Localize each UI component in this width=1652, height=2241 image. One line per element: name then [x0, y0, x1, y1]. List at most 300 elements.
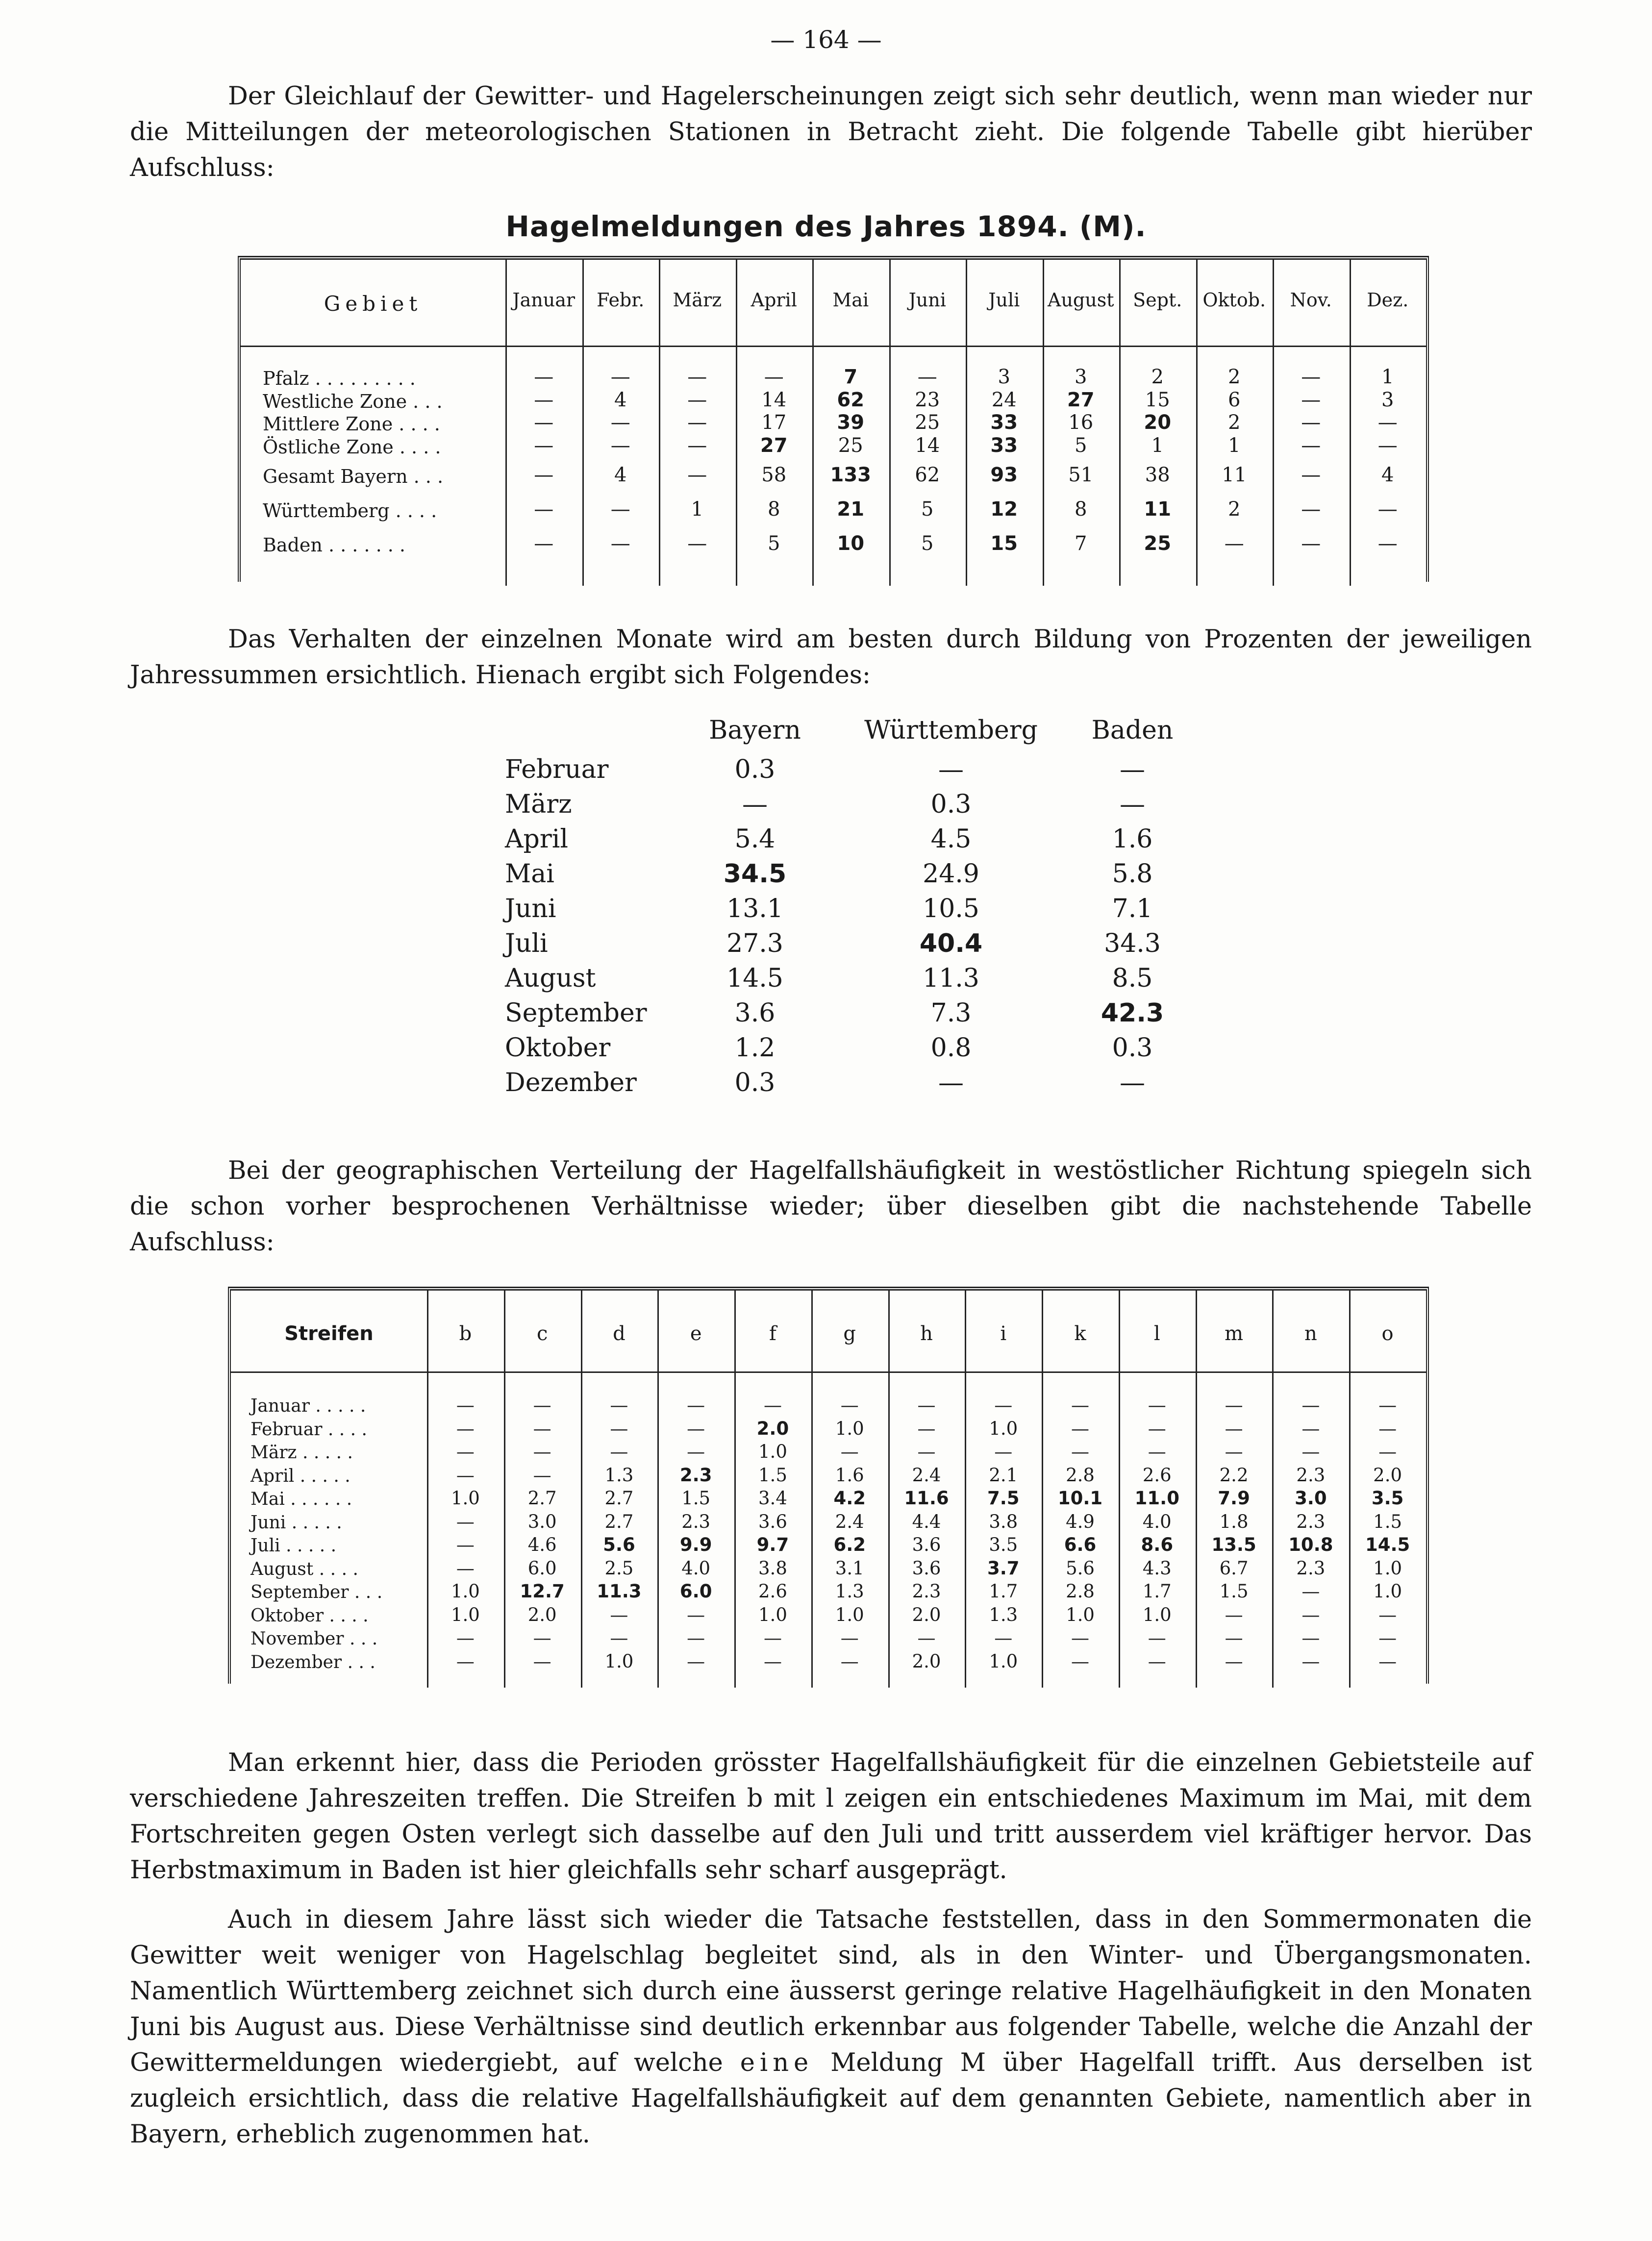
table1-cell: 14	[761, 389, 787, 411]
table2-cell: 2.3	[1296, 1464, 1326, 1486]
table2-cell: —	[994, 1441, 1013, 1462]
table2-cell: —	[1302, 1394, 1320, 1416]
table2-column-header: m	[1225, 1322, 1244, 1345]
table2-cell: —	[456, 1441, 475, 1462]
table1-cell: —	[534, 366, 554, 388]
table2-cell: —	[1378, 1441, 1397, 1462]
pct-value: 1.2	[734, 1033, 776, 1063]
table2-cell: —	[763, 1627, 782, 1648]
table1-cell: —	[1301, 434, 1321, 457]
table1-cell: —	[534, 464, 554, 486]
table1-month-header: Dez.	[1367, 289, 1409, 311]
table2-cell: 3.0	[527, 1511, 557, 1532]
table2-cell: —	[763, 1394, 782, 1416]
table1-cell: 1	[691, 498, 703, 521]
table2-cell: 2.2	[1219, 1464, 1249, 1486]
table1-cell: 16	[1068, 411, 1094, 434]
table2-cell: 3.8	[758, 1557, 787, 1579]
table1-cell: 17	[761, 411, 787, 434]
paragraph-summer-emphasis: eine	[740, 2048, 814, 2077]
pct-value: —	[1120, 755, 1145, 784]
table2-row-label: Juni . . . . .	[250, 1512, 342, 1533]
table2-cell: —	[687, 1394, 705, 1416]
table2-cell: 6.6	[1064, 1534, 1097, 1555]
pct-value: 1.6	[1112, 824, 1153, 854]
table2-cell: —	[456, 1534, 475, 1555]
table2-cell: 6.2	[833, 1534, 866, 1555]
table2-cell: 1.0	[758, 1441, 787, 1462]
table2-cell: —	[840, 1394, 859, 1416]
table1-cell: —	[1301, 389, 1321, 411]
table2-row-label: Mai . . . . . .	[250, 1489, 352, 1509]
table2-cell: 13.5	[1211, 1534, 1256, 1555]
table2-cell: 2.3	[1296, 1557, 1326, 1579]
table2-cell: —	[610, 1604, 628, 1625]
page-number: — 164 —	[770, 25, 882, 54]
table1-cell: —	[1301, 464, 1321, 486]
table2-cell: 1.0	[758, 1604, 787, 1625]
table2-cell: 3.6	[758, 1511, 787, 1532]
table1-row-label: Westliche Zone . . .	[263, 391, 443, 412]
table2-row-label: Oktober . . . .	[250, 1605, 369, 1626]
table2-cell: 4.6	[527, 1534, 557, 1555]
pct-value: 34.5	[723, 859, 787, 889]
table2-row-label: April . . . . .	[250, 1466, 350, 1486]
table2-cell: 12.7	[520, 1581, 565, 1602]
pct-column-header: Württemberg	[864, 716, 1038, 745]
pct-value: 7.1	[1112, 894, 1153, 923]
table2-cell: —	[456, 1557, 475, 1579]
table2-cell: 1.0	[989, 1650, 1018, 1672]
pct-month-label: Juli	[505, 929, 548, 958]
pct-month-label: Dezember	[505, 1068, 637, 1097]
table1-cell: 25	[915, 411, 940, 434]
pct-column-header: Bayern	[709, 716, 801, 745]
paragraph-geographic-distribution: Bei der geographischen Verteilung der Hagelfallshäufigkeit in westöstlicher Richtung spiegeln sich die schon vorher besprochenen Verhältnisse wieder; über dieselben gibt die nachstehende Tabelle Aufschluss:	[130, 1156, 1532, 1257]
table2-column-header: h	[920, 1322, 933, 1345]
table2-cell: 1.0	[451, 1604, 480, 1625]
pct-value: 4.5	[930, 824, 972, 854]
table2-cell: 1.0	[1066, 1604, 1095, 1625]
table2-cell: 8.6	[1141, 1534, 1174, 1555]
table2-cell: —	[763, 1650, 782, 1672]
table1-cell: 3	[1075, 366, 1087, 388]
table1-cell: 20	[1144, 411, 1172, 434]
table1-cell: —	[1377, 434, 1398, 457]
table1-row-label: Württemberg . . . .	[263, 500, 437, 522]
table2-corner-label: Streifen	[284, 1322, 374, 1345]
table2-cell: 2.7	[604, 1511, 634, 1532]
table2-cell: —	[1378, 1418, 1397, 1439]
table1-row-label: Mittlere Zone . . . .	[263, 413, 440, 435]
pct-value: 7.3	[930, 998, 972, 1028]
pct-value: 0.8	[930, 1033, 972, 1063]
table1-month-header: April	[751, 289, 797, 311]
table2-cell: 2.0	[756, 1418, 789, 1439]
table1-cell: 2	[1228, 366, 1241, 388]
table2-cell: 2.3	[912, 1581, 941, 1602]
table2-cell: —	[610, 1627, 628, 1648]
table1-month-header: Mai	[832, 289, 869, 311]
table2-cell: 2.7	[527, 1488, 557, 1509]
paragraph-monthly-behaviour: Das Verhalten der einzelnen Monate wird am besten durch Bildung von Prozenten der jeweiligen Jahressummen ersichtlich. Hienach ergibt sich Folgendes:	[130, 625, 1532, 690]
table2-column-header: l	[1153, 1322, 1160, 1345]
table1-cell: 38	[1145, 464, 1170, 486]
table1-cell: 7	[844, 366, 858, 388]
table1-cell: 51	[1068, 464, 1094, 486]
table1-cell: —	[1301, 366, 1321, 388]
pct-value: —	[938, 755, 964, 784]
table2-cell: —	[610, 1394, 628, 1416]
table2-cell: —	[1378, 1650, 1397, 1672]
table1-cell: —	[610, 532, 630, 555]
table1-cell: 1	[1228, 434, 1241, 457]
table1-month-header: Nov.	[1290, 289, 1332, 311]
paragraph-summer-months	[130, 1902, 1532, 2152]
table1-cell: 93	[990, 464, 1018, 486]
table2-cell: 9.9	[679, 1534, 712, 1555]
table1-cell: —	[610, 434, 630, 457]
table2-cell: 6.0	[679, 1581, 712, 1602]
table1-cell: 23	[915, 389, 940, 411]
pct-month-label: Oktober	[505, 1033, 611, 1063]
table2-cell: —	[1071, 1441, 1090, 1462]
table1-cell: 5	[921, 532, 934, 555]
table2-cell: 5.6	[1066, 1557, 1095, 1579]
table1-cell: —	[687, 411, 707, 434]
table2-row-label: November . . .	[250, 1629, 378, 1649]
table2-cell: 4.0	[1142, 1511, 1172, 1532]
table1-cell: 8	[768, 498, 780, 521]
table2-cell: 2.4	[912, 1464, 941, 1486]
table2-cell: —	[1148, 1627, 1166, 1648]
table2-cell: —	[1302, 1441, 1320, 1462]
table2-row-label: Februar . . . .	[250, 1419, 367, 1440]
pct-value: 27.3	[726, 929, 783, 958]
table2-row-label: Januar . . . . .	[250, 1396, 366, 1416]
table2-cell: 4.4	[912, 1511, 941, 1532]
table2-cell: —	[1378, 1394, 1397, 1416]
pct-value: —	[742, 790, 768, 819]
table2-cell: —	[1148, 1441, 1166, 1462]
table2-cell: —	[1071, 1627, 1090, 1648]
table2-cell: 1.0	[451, 1581, 480, 1602]
table2-cell: 1.0	[835, 1418, 864, 1439]
table1-corner-label: Gebiet	[324, 292, 423, 316]
table2-cell: 6.0	[527, 1557, 557, 1579]
table2-cell: 1.7	[1142, 1581, 1172, 1602]
table2-cell: 3.7	[987, 1557, 1020, 1579]
table2-column-header: d	[613, 1322, 626, 1345]
table2-cell: 9.7	[756, 1534, 789, 1555]
pct-value: 5.8	[1112, 859, 1153, 889]
table2-cell: 10.8	[1288, 1534, 1333, 1555]
table2-cell: —	[1378, 1604, 1397, 1625]
table1-cell: —	[534, 498, 554, 521]
table1-cell: —	[764, 366, 784, 388]
table2-cell: —	[1071, 1394, 1090, 1416]
table1-cell: 58	[761, 464, 787, 486]
table1-cell: 3	[1381, 389, 1394, 411]
table2-cell: 1.0	[1373, 1581, 1402, 1602]
table1-cell: 4	[1381, 464, 1394, 486]
table1-month-header: Febr.	[597, 289, 645, 311]
table2-cell: 2.3	[681, 1511, 711, 1532]
table2-cell: 1.5	[758, 1464, 787, 1486]
table2-cell: 1.0	[835, 1604, 864, 1625]
table1-cell: —	[917, 366, 937, 388]
table2-column-header: f	[769, 1322, 776, 1345]
table1-cell: 1	[1381, 366, 1394, 388]
table1-cell: —	[610, 366, 630, 388]
table2-cell: —	[456, 1511, 475, 1532]
table1-cell: 25	[838, 434, 863, 457]
table2-cell: 2.6	[758, 1581, 787, 1602]
table2-cell: —	[917, 1627, 936, 1648]
table1-month-header: März	[673, 289, 722, 311]
table2-column-header: k	[1074, 1322, 1086, 1345]
table2-cell: —	[840, 1441, 859, 1462]
table1-cell: 10	[837, 532, 865, 555]
table2-cell: 4.2	[833, 1488, 866, 1509]
pct-column-header: Baden	[1091, 716, 1174, 745]
table2-cell: —	[533, 1464, 551, 1486]
table2-column-header: e	[690, 1322, 702, 1345]
pct-value: 11.3	[923, 964, 979, 993]
table1-cell: —	[687, 532, 707, 555]
table1-cell: 25	[1144, 532, 1172, 555]
table2-cell: —	[1225, 1627, 1243, 1648]
table2-cell: —	[1302, 1581, 1320, 1602]
table2-cell: 1.5	[1219, 1581, 1249, 1602]
table2-cell: 7.9	[1218, 1488, 1250, 1509]
table2-cell: —	[687, 1418, 705, 1439]
table2-cell: 3.0	[1295, 1488, 1327, 1509]
table2-cell: 1.3	[604, 1464, 634, 1486]
table1-cell: —	[610, 411, 630, 434]
table2-column-header: i	[1000, 1322, 1007, 1345]
table1-title: Hagelmeldungen des Jahres 1894. (M).	[505, 210, 1147, 243]
table2-cell: 1.0	[451, 1488, 480, 1509]
pct-value: 10.5	[923, 894, 979, 923]
table1-cell: —	[687, 366, 707, 388]
table1-cell: 12	[990, 498, 1018, 521]
table1-cell: 39	[837, 411, 865, 434]
table1-month-header: Juli	[988, 289, 1020, 311]
table2-cell: 2.3	[1296, 1511, 1326, 1532]
table2-cell: —	[533, 1441, 551, 1462]
table2-cell: 5.6	[603, 1534, 635, 1555]
table1-cell: 8	[1075, 498, 1087, 521]
table2-row-label: September . . .	[250, 1582, 383, 1602]
table2-cell: —	[994, 1627, 1013, 1648]
table1-cell: —	[610, 498, 630, 521]
table1-cell: 5	[921, 498, 934, 521]
table1-row-label: Baden . . . . . . .	[263, 534, 405, 556]
table2-cell: —	[1302, 1418, 1320, 1439]
table2-cell: 6.7	[1219, 1557, 1249, 1579]
table2-cell: 2.6	[1142, 1464, 1172, 1486]
table2-cell: 3.6	[912, 1534, 941, 1555]
table2-cell: —	[533, 1627, 551, 1648]
pct-value: —	[1120, 1068, 1145, 1097]
table2-cell: 2.0	[912, 1604, 941, 1625]
pct-value: 5.4	[734, 824, 776, 854]
table2-column-header: g	[843, 1322, 856, 1345]
table1-cell: 27	[1067, 389, 1095, 411]
table1-cell: 15	[1145, 389, 1170, 411]
table2-cell: —	[1148, 1418, 1166, 1439]
table2-cell: 3.8	[989, 1511, 1018, 1532]
table1-cell: —	[1301, 498, 1321, 521]
table2-cell: 2.0	[912, 1650, 941, 1672]
table2-row-label: Juli . . . . .	[250, 1536, 337, 1556]
paragraph-periods: Man erkennt hier, dass die Perioden grösster Hagelfallshäufigkeit für die einzelnen Gebietsteile auf verschiedene Jahreszeiten treffen. Die Streifen b mit l zeigen ein entschiedenes Maximum im Mai, mit dem Fortschreiten gegen Osten verlegt sich dasselbe auf den Juli und tritt ausserdem viel kräftiger hervor. Das Herbstmaximum in Baden ist hier gleichfalls sehr scharf ausgeprägt.	[130, 1748, 1532, 1885]
table2-cell: 1.8	[1219, 1511, 1249, 1532]
table2-cell: 1.0	[989, 1418, 1018, 1439]
table2-cell: 1.3	[989, 1604, 1018, 1625]
table2-row-label: Dezember . . .	[250, 1652, 375, 1672]
pct-value: 24.9	[923, 859, 979, 889]
table2-column-header: n	[1304, 1322, 1317, 1345]
table1-cell: 4	[614, 464, 627, 486]
table2-cell: 2.8	[1066, 1581, 1095, 1602]
table2-cell: —	[1071, 1650, 1090, 1672]
table1-cell: 27	[760, 434, 788, 457]
table2-cell: —	[917, 1394, 936, 1416]
table1-cell: 62	[915, 464, 940, 486]
table2-cell: 1.3	[835, 1581, 864, 1602]
table1-cell: 33	[990, 434, 1018, 457]
table2-cell: —	[456, 1464, 475, 1486]
table1-cell: —	[1301, 411, 1321, 434]
table2-cell: 7.5	[987, 1488, 1020, 1509]
table2-cell: 10.1	[1057, 1488, 1103, 1509]
table2-cell: —	[687, 1627, 705, 1648]
table2-cell: 1.6	[835, 1464, 864, 1486]
table2-cell: 1.5	[681, 1488, 711, 1509]
table1-cell: 5	[768, 532, 780, 555]
table2-cell: 11.0	[1134, 1488, 1179, 1509]
pct-month-label: April	[505, 824, 568, 854]
table1-cell: —	[534, 532, 554, 555]
table2-cell: 1.0	[1373, 1557, 1402, 1579]
table1-month-header: August	[1048, 289, 1114, 311]
table2-cell: 2.8	[1066, 1464, 1095, 1486]
pct-month-label: September	[505, 998, 647, 1028]
table2-cell: —	[1225, 1418, 1243, 1439]
table2-cell: —	[1302, 1627, 1320, 1648]
pct-value: 8.5	[1112, 964, 1153, 993]
table2-cell: 2.5	[604, 1557, 634, 1579]
pct-value: 34.3	[1104, 929, 1161, 958]
table1-cell: —	[534, 411, 554, 434]
table1-cell: 133	[830, 464, 871, 486]
table1-month-header: Juni	[908, 289, 946, 311]
table2-row-label: August . . . .	[250, 1559, 358, 1579]
table2-cell: 11.6	[904, 1488, 949, 1509]
table1-cell: 62	[837, 389, 865, 411]
table2-cell: —	[533, 1650, 551, 1672]
table1-cell: —	[687, 464, 707, 486]
table2-cell: —	[1225, 1441, 1243, 1462]
table1-cell: 15	[990, 532, 1018, 555]
table1-cell: —	[1224, 532, 1244, 555]
table2-cell: 2.3	[679, 1464, 712, 1486]
table2-cell: —	[1378, 1627, 1397, 1648]
table2-cell: —	[456, 1650, 475, 1672]
table2-cell: —	[994, 1394, 1013, 1416]
table2-cell: 4.3	[1142, 1557, 1172, 1579]
table2-cell: —	[456, 1627, 475, 1648]
table2-cell: —	[917, 1418, 936, 1439]
table2-cell: 14.5	[1365, 1534, 1410, 1555]
pct-value: 40.4	[919, 929, 983, 958]
table1-cell: —	[1377, 411, 1398, 434]
table2-cell: —	[840, 1627, 859, 1648]
table1-month-header: Januar	[512, 289, 576, 311]
table2-cell: —	[533, 1418, 551, 1439]
pct-value: 3.6	[734, 998, 776, 1028]
table2-cell: 3.6	[912, 1557, 941, 1579]
table2-cell: 2.7	[604, 1488, 634, 1509]
table1-cell: —	[534, 434, 554, 457]
table2-cell: 1.7	[989, 1581, 1018, 1602]
pct-month-label: Mai	[505, 859, 554, 889]
table1-cell: —	[687, 434, 707, 457]
table1-month-header: Oktob.	[1202, 289, 1266, 311]
table2-cell: —	[1225, 1394, 1243, 1416]
table2-cell: —	[1148, 1650, 1166, 1672]
pct-month-label: März	[505, 790, 572, 819]
table2-cell: —	[917, 1441, 936, 1462]
table1-cell: 4	[614, 389, 627, 411]
table1-row-label: Östliche Zone . . . .	[263, 436, 441, 458]
table1-cell: —	[534, 389, 554, 411]
pct-month-label: Februar	[505, 755, 609, 784]
table2-cell: 3.1	[835, 1557, 864, 1579]
pct-value: 42.3	[1101, 998, 1164, 1028]
table1-cell: 33	[990, 411, 1018, 434]
table2-cell: —	[1225, 1604, 1243, 1625]
table2-row-label: März . . . . .	[250, 1443, 353, 1463]
table2-cell: 1.0	[604, 1650, 634, 1672]
table1-cell: —	[687, 389, 707, 411]
table2-cell: 2.0	[1373, 1464, 1402, 1486]
table2-cell: —	[1148, 1394, 1166, 1416]
table2-cell: 4.9	[1066, 1511, 1095, 1532]
table2-cell: —	[1302, 1650, 1320, 1672]
table2-column-header: b	[459, 1322, 472, 1345]
pct-value: 14.5	[726, 964, 783, 993]
table1-cell: 11	[1222, 464, 1247, 486]
paragraph-summer-text-b: Meldung M über Hagelfall trifft. Aus derselben ist zugleich ersichtlich, dass die relative Hagelfallshäufigkeit auf dem genannten Gebiete, namentlich aber in Bayern, erheblich zugenommen hat.	[130, 2048, 1532, 2149]
table1-cell: 11	[1144, 498, 1172, 521]
table2-cell: 2.1	[989, 1464, 1018, 1486]
table1-cell: 2	[1228, 411, 1241, 434]
table1-cell: 7	[1075, 532, 1087, 555]
table2-cell: —	[456, 1418, 475, 1439]
table1-cell: 5	[1075, 434, 1087, 457]
pct-value: —	[938, 1068, 964, 1097]
stripes-table	[228, 1287, 1429, 1684]
table2-cell: —	[687, 1604, 705, 1625]
pct-value: —	[1120, 790, 1145, 819]
table2-cell: —	[610, 1418, 628, 1439]
table1-cell: —	[1377, 532, 1398, 555]
table2-cell: 3.4	[758, 1488, 787, 1509]
table2-cell: 2.4	[835, 1511, 864, 1532]
